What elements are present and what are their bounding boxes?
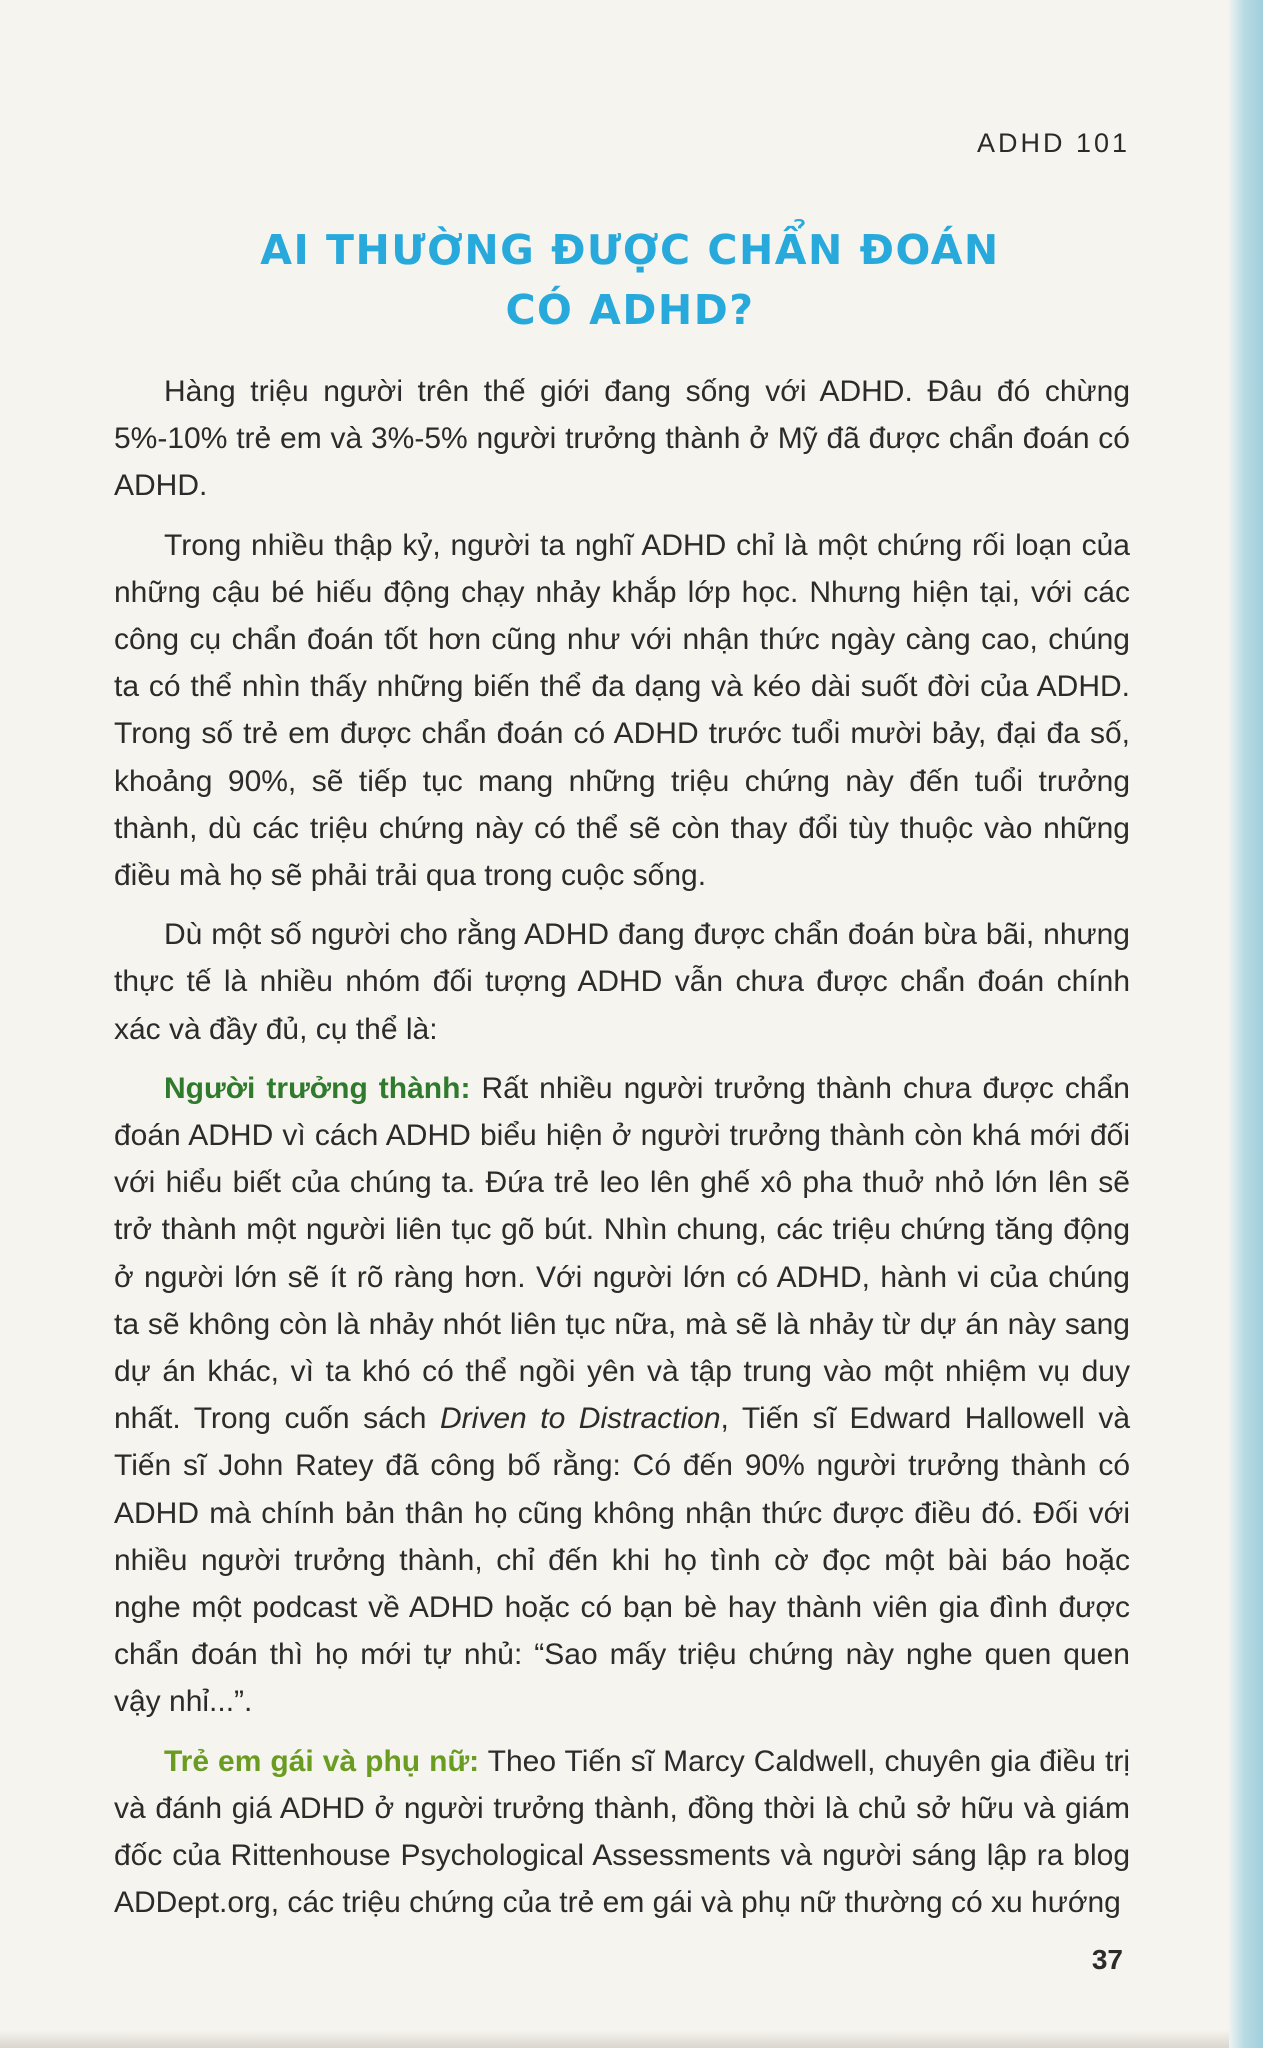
paragraph-2: Trong nhiều thập kỷ, người ta nghĩ ADHD chỉ là một chứng rối loạn của những cậu bé hiếu động chạy nhảy khắp lớp học. Nhưng hiện tại, với các công cụ chẩn đoán tốt hơn cũng như với nhận thức ngày càng cao, chúng ta có thể nhìn thấy những biến thể đa dạng và kéo dài suốt đời của ADHD. Trong số trẻ em được chẩn đoán có ADHD trước tuổi mười bảy, đại đa số, khoảng 90%, sẽ tiếp tục mang những triệu chứng này đến tuổi trưởng thành, dù các triệu chứng này có thể sẽ còn thay đổi tùy thuộc vào những điều mà họ sẽ phải trải qua trong cuộc sống. <box>114 528 1130 893</box>
girls-women-text: Theo Tiến sĩ Marcy Caldwell, chuyên gia điều trị và đánh giá ADHD ở người trưởng thành, đồng thời là chủ sở hữu và giám đốc của Rittenhouse Psychological Assessments và người sáng lập ra blog ADDept.org, các triệu chứng của trẻ em gái và phụ nữ thường có xu hướng <box>114 1744 1130 1920</box>
adults-text-2: , Tiến sĩ Edward Hallowell và Tiến sĩ John Ratey đã công bố rằng: Có đến 90% người trưởng thành có ADHD mà chính bản thân họ cũng không nhận thức được điều đó. Đối với nhiều người trưởng thành, chỉ đến khi họ tình cờ đọc một bài báo hoặc nghe một podcast về ADHD hoặc có bạn bè hay thành viên gia đình được chẩn đoán thì họ mới tự nhủ: “Sao mấy triệu chứng này nghe quen quen vậy nhỉ...”. <box>114 1402 1131 1719</box>
adults-text-1: Rất nhiều người trưởng thành chưa được chẩn đoán ADHD vì cách ADHD biểu hiện ở người trưởng thành còn khá mới đối với hiểu biết của chúng ta. Đứa trẻ leo lên ghế xô pha thuở nhỏ lớn lên sẽ trở thành một người liên tục gõ bút. Nhìn chung, các triệu chứng tăng động ở người lớn sẽ ít rõ ràng hơn. Với người lớn có ADHD, hành vi của chúng ta sẽ không còn là nhảy nhót liên tục nữa, mà sẽ là nhảy từ dự án này sang dự án khác, vì ta khó có thể ngồi yên và tập trung vào một nhiệm vụ duy nhất. Trong cuốn sách <box>114 1071 1130 1436</box>
page-shadow <box>0 2030 1229 2048</box>
lead-girls-women: Trẻ em gái và phụ nữ: <box>164 1744 480 1778</box>
page-number: 37 <box>1091 1944 1123 1975</box>
chapter-title-line-2: CÓ ADHD? <box>505 286 755 334</box>
chapter-title <box>200 220 1060 340</box>
paragraph-girls-women <box>114 1738 1130 1927</box>
paragraph-1: Hàng triệu người trên thế giới đang sống với ADHD. Đâu đó chừng 5%-10% trẻ em và 3%-5% người trưởng thành ở Mỹ đã được chẩn đoán có ADHD. <box>114 375 1130 503</box>
paragraph-adults <box>114 1065 1130 1726</box>
chapter-title-line-1: AI THƯỜNG ĐƯỢC CHẨN ĐOÁN <box>260 226 1000 274</box>
body-text <box>114 368 1130 1939</box>
lead-adults: Người trưởng thành: <box>164 1071 471 1105</box>
book-title: Driven to Distraction <box>440 1402 721 1436</box>
paragraph-3: Dù một số người cho rằng ADHD đang được chẩn đoán bừa bãi, nhưng thực tế là nhiều nhóm đối tượng ADHD vẫn chưa được chẩn đoán chính xác và đầy đủ, cụ thể là: <box>114 918 1130 1046</box>
page-edge <box>1229 0 1263 2048</box>
running-head: ADHD 101 <box>976 128 1130 158</box>
